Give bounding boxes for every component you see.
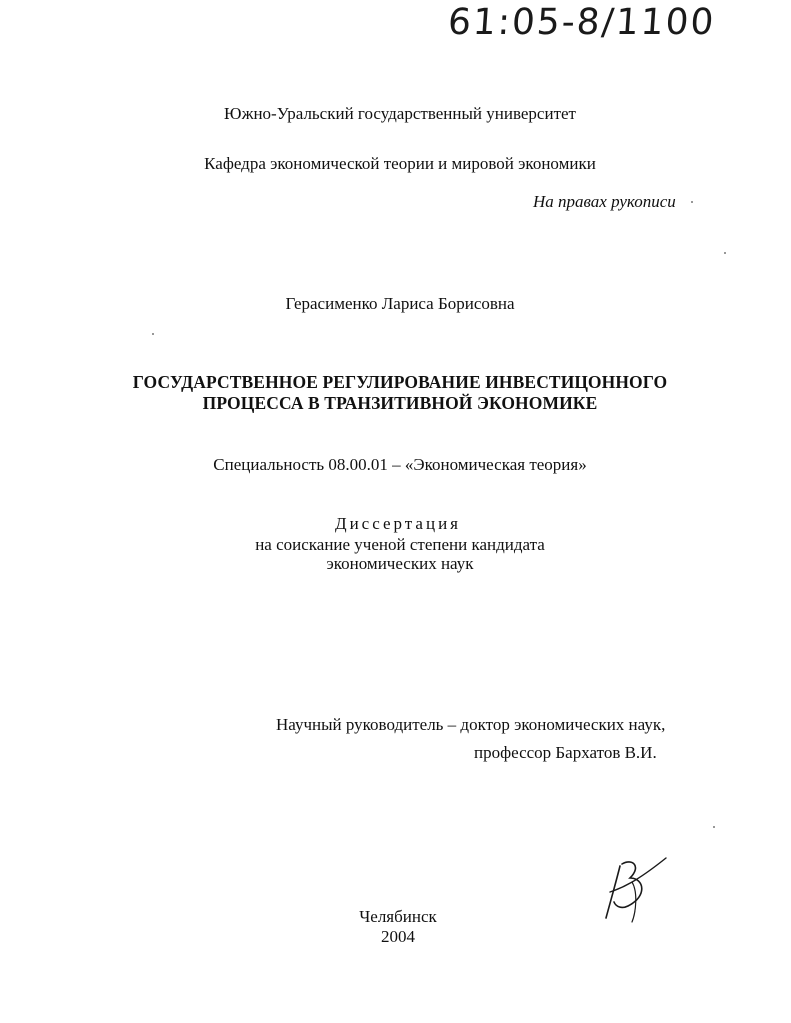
- degree-line: экономических наук: [326, 554, 474, 573]
- scan-speck: [152, 333, 154, 335]
- archive-number-handwritten: 61:05-8/1100: [446, 2, 717, 43]
- dissertation-title-line: ПРОЦЕССА В ТРАНЗИТИВНОЙ ЭКОНОМИКЕ: [202, 393, 598, 413]
- scan-speck: [713, 826, 715, 828]
- city: Челябинск: [359, 907, 437, 926]
- manuscript-note: На правах рукописи: [533, 192, 676, 211]
- supervisor-line: Научный руководитель – доктор экономических наук,: [276, 715, 666, 734]
- university-name: Южно-Уральский государственный университет: [224, 104, 576, 123]
- department-name: Кафедра экономической теории и мировой экономики: [204, 154, 596, 173]
- year: 2004: [381, 927, 415, 946]
- scan-speck: [691, 201, 693, 203]
- dissertation-title-line: ГОСУДАРСТВЕННОЕ РЕГУЛИРОВАНИЕ ИНВЕСТИЦОННОГО: [132, 372, 668, 392]
- specialty-line: Специальность 08.00.01 – «Экономическая теория»: [213, 455, 587, 474]
- supervisor-line: профессор Бархатов В.И.: [474, 743, 657, 762]
- author-name: Герасименко Лариса Борисовна: [285, 294, 515, 313]
- scan-speck: [724, 252, 726, 254]
- degree-line: на соискание ученой степени кандидата: [255, 535, 545, 554]
- document-type: Диссертация: [334, 514, 461, 533]
